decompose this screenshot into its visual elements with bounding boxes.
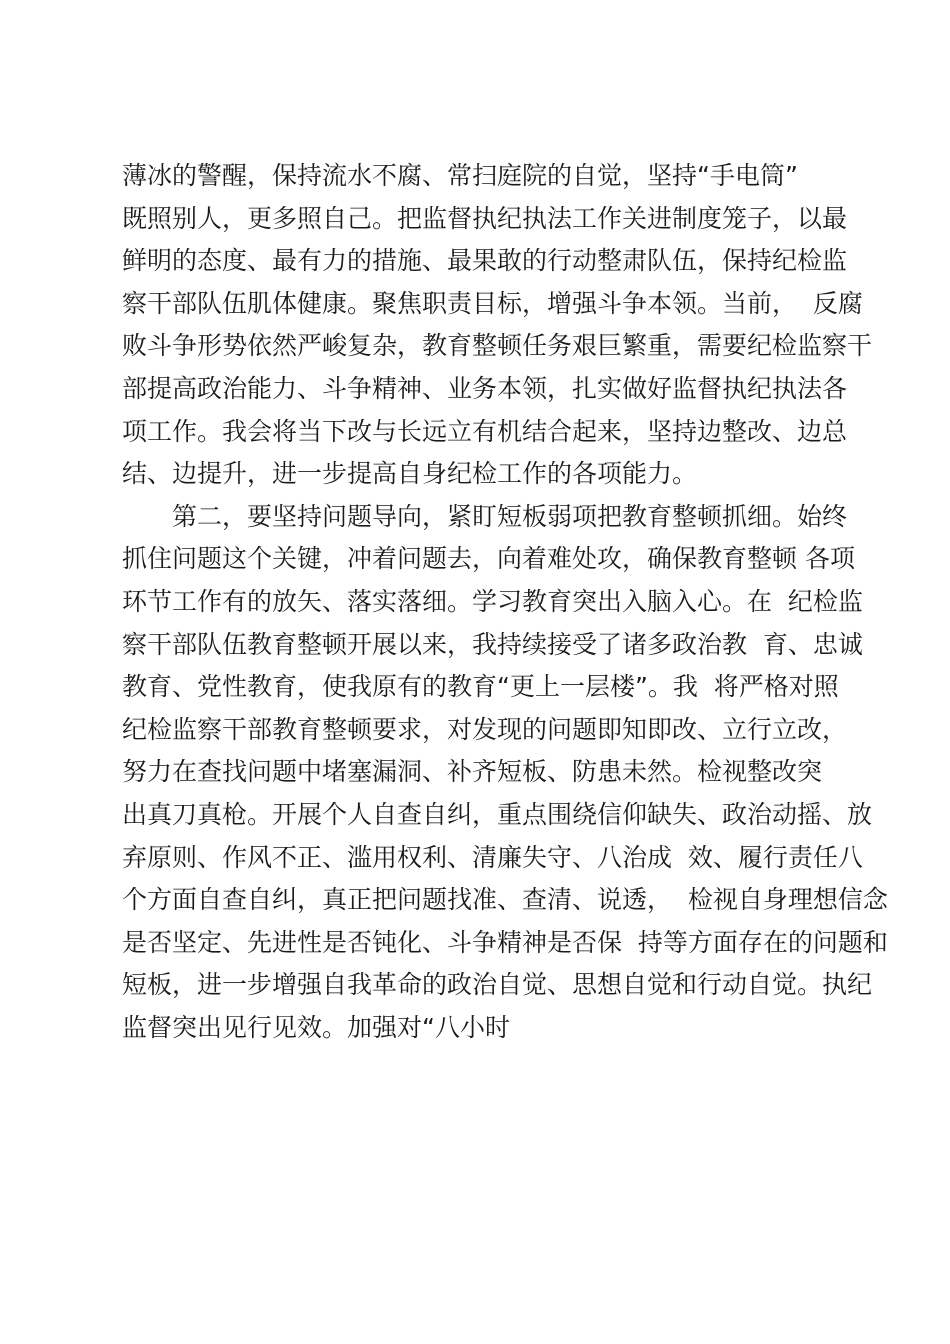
- text-line: 出真刀真枪。开展个人自查自纠，重点围绕信仰缺失、政治动摇、放: [122, 799, 873, 829]
- text-line: 弃原则、作风不正、滥用权利、清廉失守、八治成 效、履行责任八: [122, 842, 863, 872]
- text-line: 是否坚定、先进性是否钝化、斗争精神是否保 持等方面存在的问题和: [122, 927, 888, 957]
- text-line: 既照别人，更多照自己。把监督执纪执法工作关进制度笼子，以最: [122, 203, 848, 233]
- text-line: 努力在查找问题中堵塞漏洞、补齐短板、防患未然。检视整改突: [122, 757, 823, 787]
- text-line: 项工作。我会将当下改与长远立有机结合起来，坚持边整改、边总: [122, 416, 848, 446]
- text-line: 鲜明的态度、最有力的措施、最果敢的行动整肃队伍，保持纪检监: [122, 246, 848, 276]
- text-line: 败斗争形势依然严峻复杂，教育整顿任务艰巨繁重，需要纪检监察干: [122, 331, 873, 361]
- text-line: 结、边提升，进一步提高自身纪检工作的各项能力。: [122, 459, 698, 489]
- text-line: 察干部队伍肌体健康。聚焦职责目标，增强斗争本领。当前， 反腐: [122, 288, 863, 318]
- text-line: 短板，进一步增强自我革命的政治自觉、思想自觉和行动自觉。执纪: [122, 970, 873, 1000]
- text-line: 纪检监察干部教育整顿要求，对发现的问题即知即改、立行立改，: [122, 714, 848, 744]
- body-text: [122, 155, 888, 1049]
- text-line: 监督突出见行见效。加强对“八小时: [122, 1012, 510, 1042]
- text-line: 部提高政治能力、斗争精神、业务本领，扎实做好监督执纪执法各: [122, 373, 848, 403]
- text-line: 抓住问题这个关键，冲着问题去，向着难处攻，确保教育整顿 各项: [122, 544, 855, 574]
- text-line: 薄冰的警醒，保持流水不腐、常扫庭院的自觉，坚持“手电筒”: [122, 161, 798, 190]
- text-line: 教育、党性教育，使我原有的教育“更上一层楼”。我 将严格对照: [122, 672, 839, 702]
- paragraph-first-line: 第二，要坚持问题导向，紧盯短板弱项把教育整顿抓细。始终: [172, 501, 848, 531]
- text-line: 察干部队伍教育整顿开展以来，我持续接受了诸多政治教 育、忠诚: [122, 629, 863, 659]
- text-line: 个方面自查自纠，真正把问题找准、查清、说透， 检视自身理想信念: [122, 885, 888, 915]
- text-line: 环节工作有的放矢、落实落细。学习教育突出入脑入心。在 纪检监: [122, 586, 863, 616]
